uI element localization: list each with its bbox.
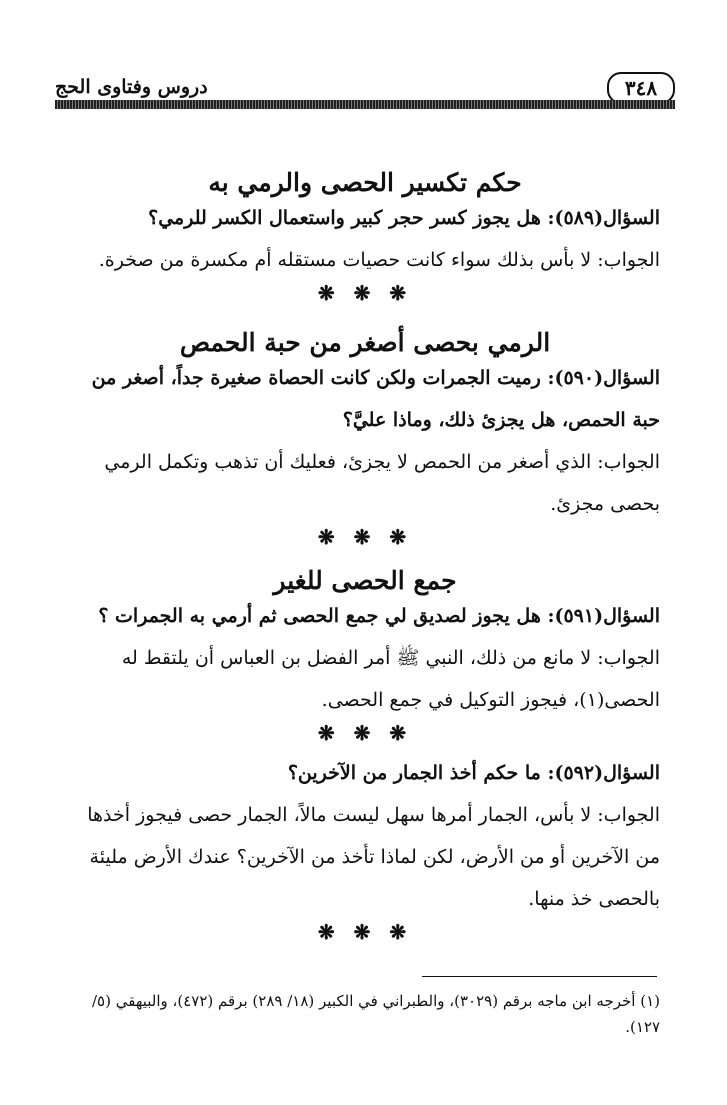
section-592: [70, 752, 660, 944]
answer-text: الجواب: لا بأس بذلك سواء كانت حصيات مستقله أم مكسرة من صخرة.: [98, 249, 660, 271]
separator: ❋ ❋ ❋: [317, 721, 413, 745]
separator: ❋ ❋ ❋: [317, 920, 413, 944]
section-heading: حكم تكسير الحصى والرمي به: [208, 168, 522, 197]
question-text: السؤال(٥٨٩): هل يجوز كسر حجر كبير واستعمال الكسر للرمي؟: [148, 207, 660, 229]
section-heading: جمع الحصى للغير: [273, 566, 457, 595]
page-number: ٣٤٨: [607, 72, 675, 104]
question-text: السؤال(٥٩١): هل يجوز لصديق لي جمع الحصى ثم أرمي به الجمرات ؟: [98, 605, 660, 627]
section-heading: الرمي بحصى أصغر من حبة الحمص: [179, 328, 551, 357]
answer-text: الجواب: الذي أصغر من الحمص لا يجزئ، فعليك أن تذهب وتكمل الرمي بحصى مجزئ.: [104, 451, 660, 515]
question-text: السؤال(٥٩٢): ما حكم أخذ الجمار من الآخرين؟: [287, 762, 660, 784]
footnote-rule: [422, 976, 657, 977]
separator: ❋ ❋ ❋: [317, 525, 413, 549]
answer-text: الجواب: لا مانع من ذلك، النبي ﷺ أمر الفضل بن العباس أن يلتقط له الحصى(١)، فيجوز التوكيل في جمع الحصى.: [121, 647, 660, 711]
page-header: [55, 72, 675, 102]
book-title: دروس وفتاوى الحج: [55, 76, 208, 98]
header-rule: [55, 100, 675, 109]
section-591: [70, 566, 660, 745]
section-589: [70, 168, 660, 305]
question-text: السؤال(٥٩٠): رميت الجمرات ولكن كانت الحصاة صغيرة جداً، أصغر من حبة الحمص، هل يجزئ ذلك، وماذا عليَّ؟: [91, 367, 660, 431]
separator: ❋ ❋ ❋: [317, 281, 413, 305]
footnote: (١) أخرجه ابن ماجه برقم (٣٠٢٩)، والطبراني في الكبير (١٨/ ٢٨٩) برقم (٤٧٢)، والبيهقي (٥/ ١٢٧).: [91, 992, 660, 1036]
answer-text: الجواب: لا بأس، الجمار أمرها سهل ليست مالاً، الجمار حصى فيجوز أخذها من الآخرين أو من الأرض، لكن لماذا تأخذ من الآخرين؟ عندك الأرض مليئة بالحصى خذ منها.: [87, 804, 660, 910]
section-590: [70, 328, 660, 549]
